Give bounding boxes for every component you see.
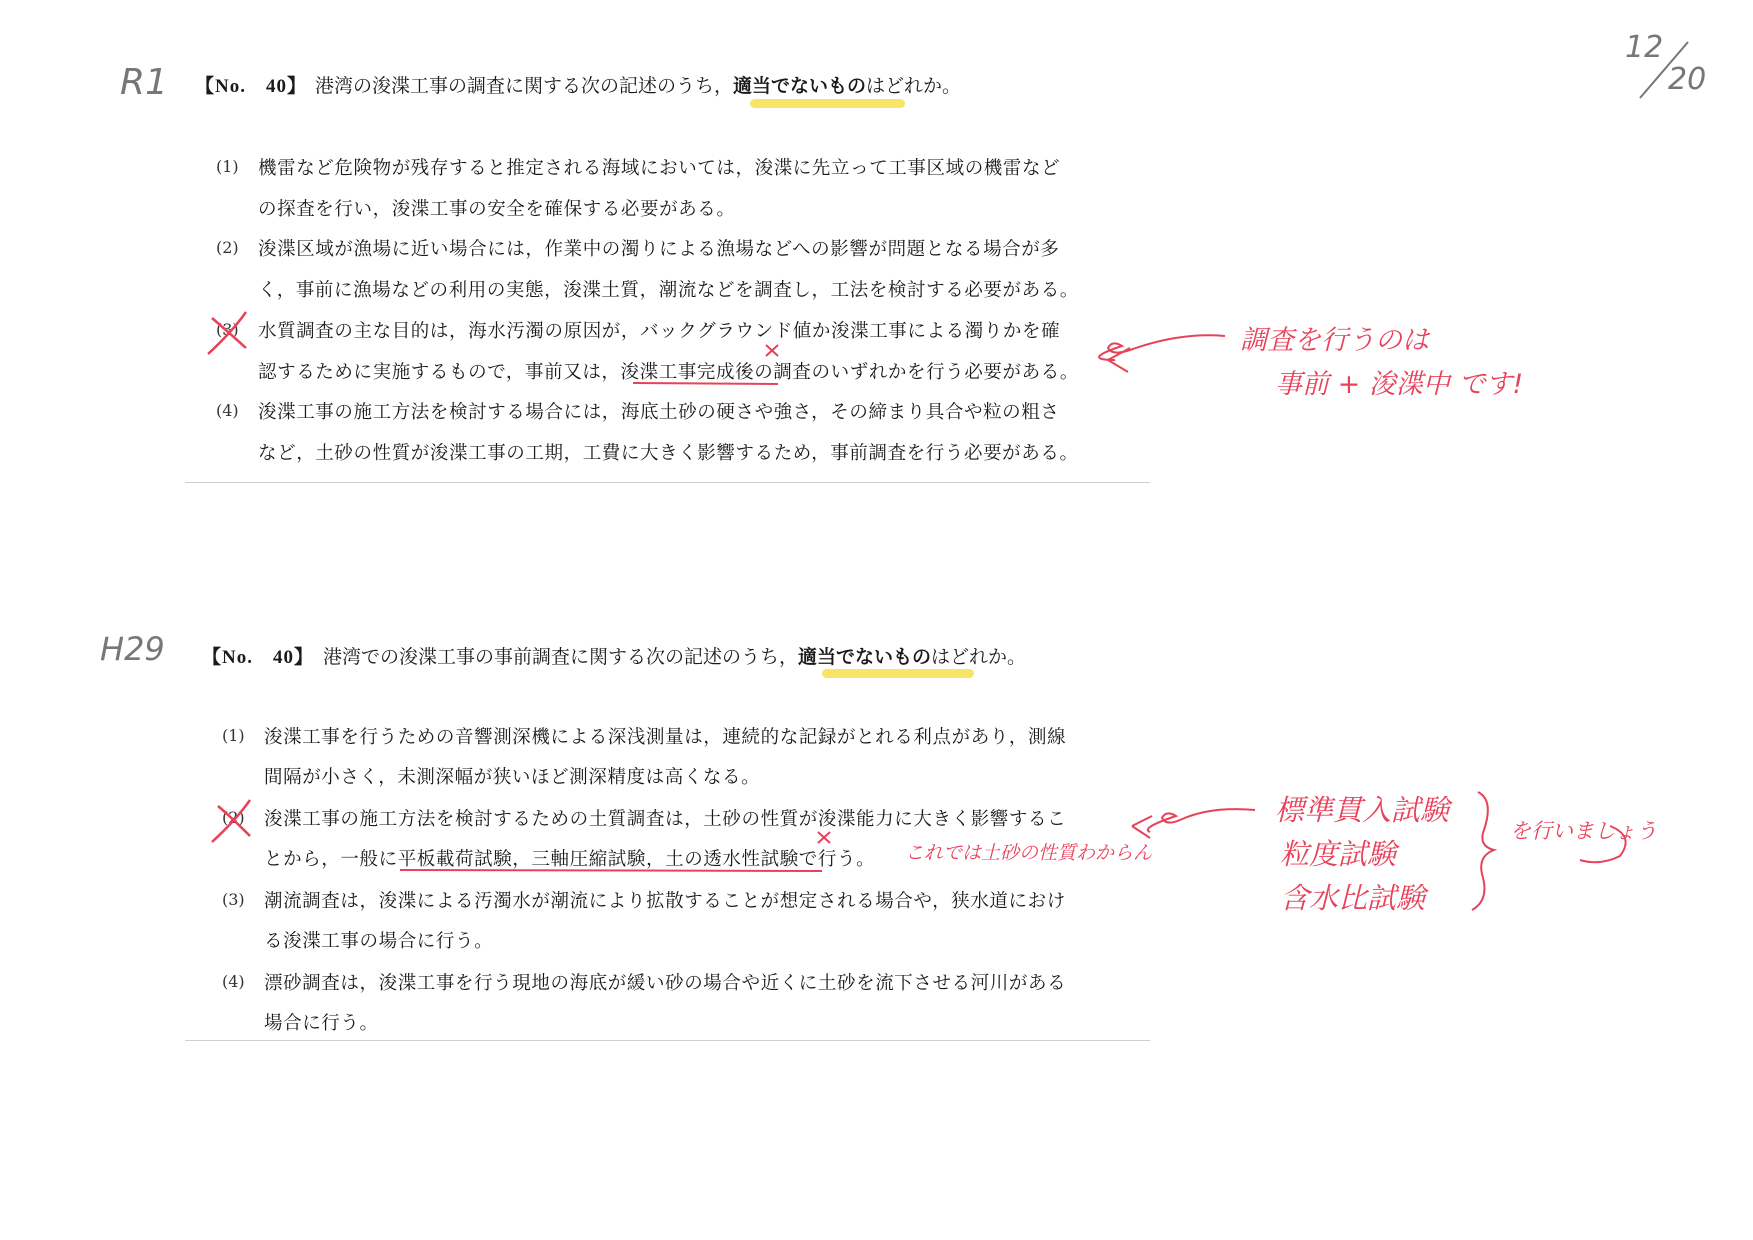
q1-note-line-1: 調査を行うのは [1240,325,1429,356]
q2-stem-a: 港湾での浚渫工事の事前調査に関する次の記述のうち， [323,646,799,668]
q2-small-x-mark [818,832,830,843]
q2-tests-suffix: を行いましょう [1510,819,1657,843]
q2-option-2-line-2: とから，一般に平板載荷試験，三軸圧縮試験，土の透水性試験で行う。 [264,849,876,870]
q1-era-label: R1 [120,62,168,103]
q2-stem-emphasis: 適当でないもの [798,646,932,668]
page-counter-top: 12 [1625,30,1664,65]
q1-note-line-2: 事前 + 浚渫中 です! [1275,369,1524,400]
q2-option-3-line-1: 潮流調査は，浚渫による汚濁水が潮流により拡散することが想定される場合や，狭水道におけ [264,891,1066,912]
q2-brace [1472,792,1494,910]
q1-stem-emphasis: 適当でないもの [733,75,867,97]
q1-underline-phrase [633,383,778,384]
q2-option-4-line-1: 漂砂調査は，浚渫工事を行う現地の海底が緩い砂の場合や近くに土砂を流下させる河川がある [264,973,1067,994]
q2-wrong-mark-x [212,800,250,842]
q2-option-4-line-2: 場合に行う。 [264,1013,379,1034]
q2-number: 【No. 40】 [202,647,314,668]
q2-test-1: 標準貫入試験 [1275,793,1450,827]
page-counter-slash [1640,42,1688,98]
q2-arrow [1148,809,1255,832]
q1-small-x-mark [766,345,778,356]
q2-option-2-line-1: 浚渫工事の施工方法を検討するための土質調査は，土砂の性質が浚渫能力に大きく影響するこ [264,809,1067,830]
q2-underline-tests [400,870,822,871]
q1-arrow [1099,335,1225,360]
q2-test-2: 粒度試験 [1280,837,1397,871]
q1-option-4-line-1: 浚渫工事の施工方法を検討する場合には，海底土砂の硬さや強さ，その締まり具合や粒の粗さ [258,402,1060,423]
q1-option-1-line-1: 機雷など危険物が残存すると推定される海域においては，浚渫に先立って工事区域の機雷など [258,158,1061,179]
q2-option-4-num: (4) [222,972,245,991]
q1-option-4-num: (4) [216,401,239,420]
q1-wrong-mark-x [208,312,246,354]
q2-option-2-num: (2) [222,808,245,827]
q1-option-2-line-2: く，事前に漁場などの利用の実態，浚渫土質，潮流などを調査し，工法を検討する必要がある。 [258,280,1079,301]
q1-option-1-line-2: の探査を行い，浚渫工事の安全を確保する必要がある。 [258,199,736,220]
q1-option-1-num: (1) [216,157,239,176]
q2-option-1-line-1: 浚渫工事を行うための音響測深機による深浅測量は，連続的な記録がとれる利点があり，測線 [264,727,1067,748]
q2-option-3-line-2: る浚渫工事の場合に行う。 [264,931,494,952]
q2-option-1-line-2: 間隔が小さく，未測深幅が狭いほど測深精度は高くなる。 [264,767,761,788]
q2-test-3: 含水比試験 [1280,881,1426,915]
q2-option-3-num: (3) [222,890,245,909]
q2-stem-b: はどれか。 [931,646,1027,668]
q1-stem-a: 港湾の浚渫工事の調査に関する次の記述のうち， [315,75,734,97]
q1-number: 【No. 40】 [195,76,307,97]
q1-option-3-line-2: 認するために実施するもので，事前又は，浚渫工事完成後の調査のいずれかを行う必要がある。 [258,362,1079,383]
q1-option-4-line-2: など，土砂の性質が浚渫工事の工期，工費に大きく影響するため，事前調査を行う必要がある。 [258,443,1079,464]
q1-option-2-line-1: 浚渫区域が漁場に近い場合には，作業中の濁りによる漁場などへの影響が問題となる場合が多 [258,239,1060,260]
q1-option-2-num: (2) [216,238,239,257]
page-counter-bottom: 20 [1668,62,1707,97]
q1-option-3-line-1: 水質調査の主な目的は，海水汚濁の原因が，バックグラウンド値か浚渫工事による濁りかを確 [258,321,1061,342]
q1-option-3-num: (3) [216,320,239,339]
q2-option-1-num: (1) [222,726,245,745]
q1-stem-b: はどれか。 [866,75,962,97]
q2-era-label: H29 [100,630,165,668]
q2-inline-note: これでは土砂の性質わからん [905,842,1153,864]
